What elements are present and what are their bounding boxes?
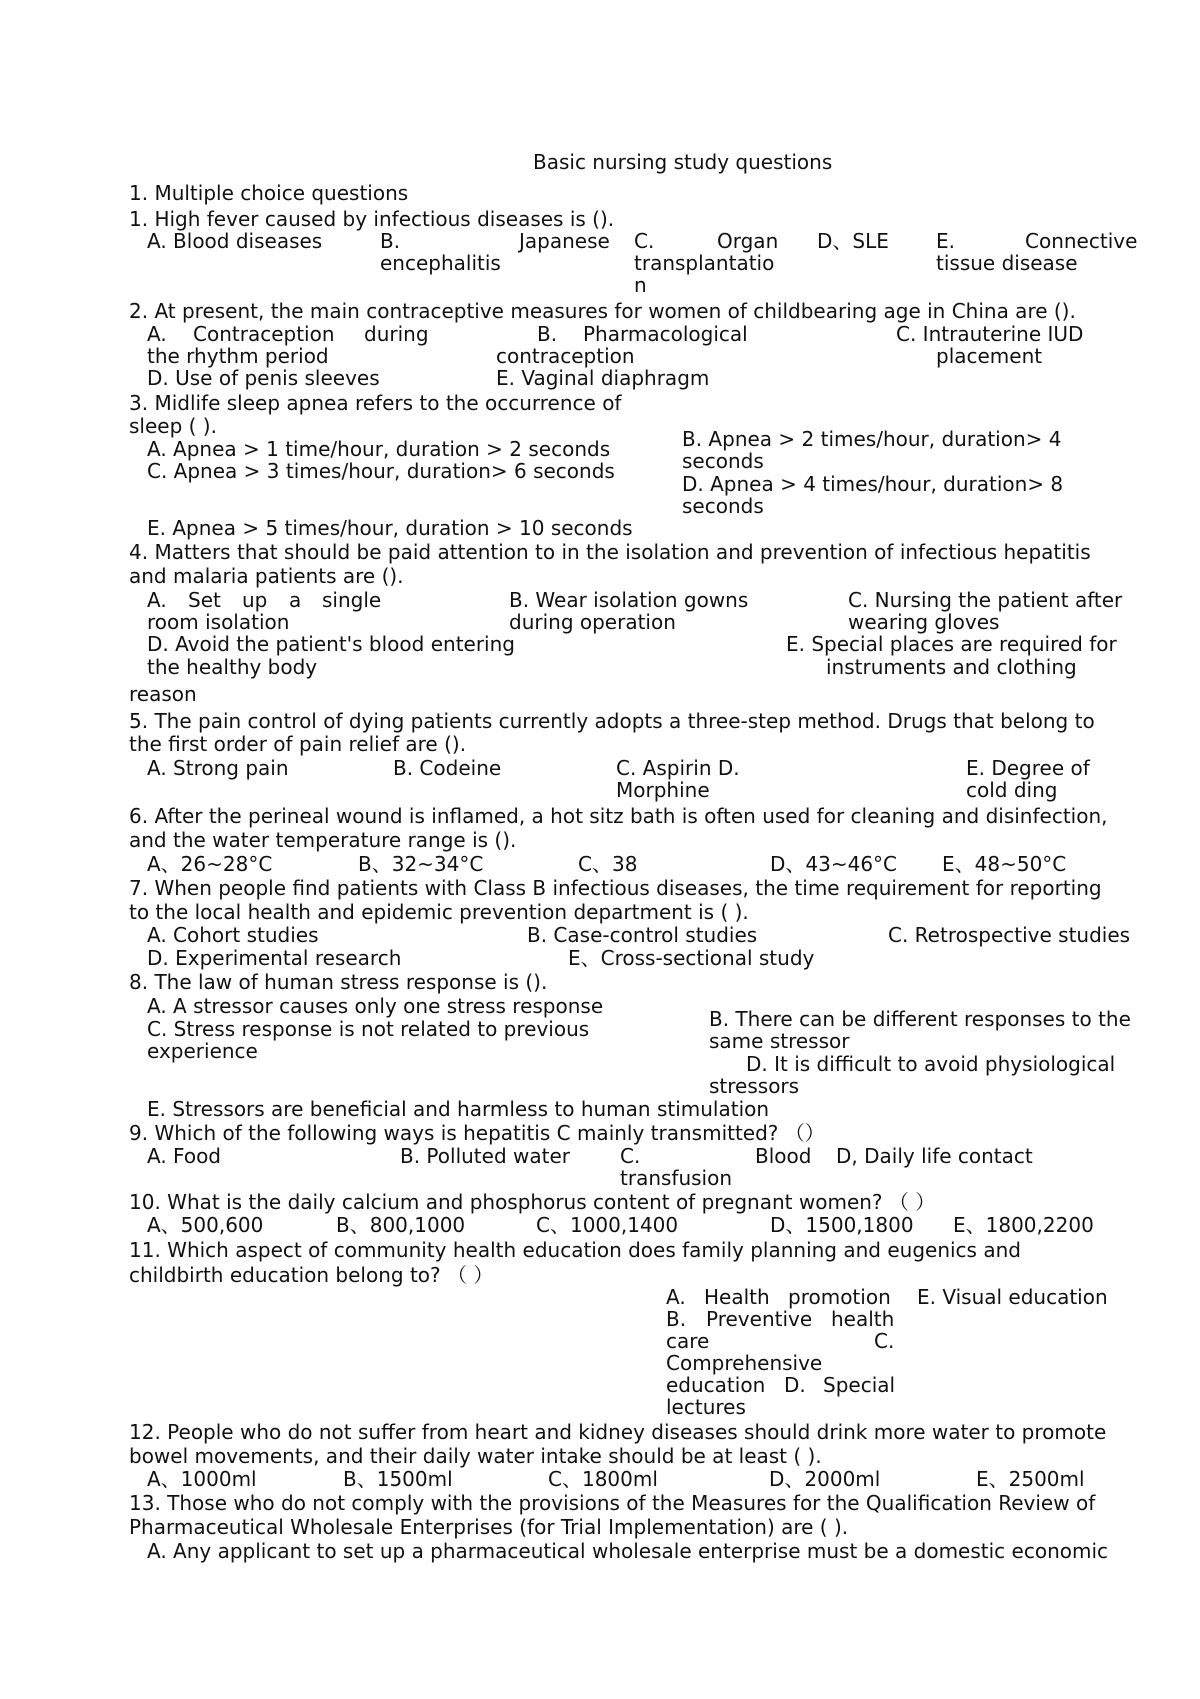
q11-line1-c: promotion: [788, 1285, 891, 1309]
q8-option-b-cont: same stressor: [709, 1029, 850, 1053]
q4-option-d-cont2: reason: [129, 682, 197, 706]
question-13-stem: 13. Those who do not comply with the provisions of the Measures for the Qualification Review of: [129, 1491, 1096, 1515]
q4-option-e-cont: instruments and clothing: [826, 655, 1077, 679]
q13-option-a: A. Any applicant to set up a pharmaceutical wholesale enterprise must be a domestic economic: [147, 1539, 1109, 1563]
q1-option-b-cont: encephalitis: [380, 251, 501, 275]
question-6-stem: 6. After the perineal wound is inflamed, a hot sitz bath is often used for cleaning and disinfection,: [129, 804, 1108, 828]
q9-option-c-word: Blood: [755, 1144, 812, 1168]
q4-option-e: E. Special places are required for: [786, 632, 1117, 656]
question-9-stem: 9. Which of the following ways is hepatitis C mainly transmitted? （）: [129, 1121, 825, 1145]
page-title: Basic nursing study questions: [533, 150, 833, 174]
q4-option-a-cont: room isolation: [147, 610, 290, 634]
q4-option-a-w4: single: [322, 588, 382, 612]
q10-option-d: D、1500,1800: [770, 1213, 914, 1237]
question-3-stem-cont: sleep ( ).: [129, 414, 217, 438]
q1-option-c-cont: transplantatio: [634, 251, 775, 275]
q11-line4: Comprehensive: [666, 1351, 823, 1375]
question-10-stem: 10. What is the daily calcium and phosphorus content of pregnant women? （ ）: [129, 1190, 936, 1214]
question-7-stem: 7. When people find patients with Class B infectious diseases, the time requirement for reporting: [129, 876, 1102, 900]
q1-option-e-cont: tissue disease: [936, 251, 1078, 275]
q7-option-a: A. Cohort studies: [147, 923, 319, 947]
q2-option-e: E. Vaginal diaphragm: [496, 366, 710, 390]
q10-option-c: C、1000,1400: [536, 1213, 679, 1237]
q11-line5-c: Special: [823, 1373, 896, 1397]
q7-option-b: B. Case-control studies: [527, 923, 758, 947]
q11-line1-a: A.: [666, 1285, 686, 1309]
q2-option-a-cont: the rhythm period: [147, 344, 329, 368]
question-2-stem: 2. At present, the main contraceptive measures for women of childbearing age in China are ().: [129, 299, 1076, 323]
question-8-stem: 8. The law of human stress response is ().: [129, 970, 548, 994]
q11-line2-c: health: [831, 1307, 895, 1331]
question-12-stem: 12. People who do not suffer from heart and kidney diseases should drink more water to promote: [129, 1420, 1107, 1444]
q1-option-c-cont2: n: [634, 273, 647, 297]
q11-line3-a: care: [666, 1329, 710, 1353]
q4-option-b-cont: during operation: [509, 610, 676, 634]
q9-option-a: A. Food: [147, 1144, 222, 1168]
q11-line2-a: B.: [666, 1307, 687, 1331]
q12-option-c: C、1800ml: [548, 1467, 658, 1491]
question-6-stem-cont: and the water temperature range is ().: [129, 828, 517, 852]
q4-option-d: D. Avoid the patient's blood entering: [147, 632, 515, 656]
q4-option-a-w2: up: [242, 588, 268, 612]
q5-option-c: C. Aspirin D.: [616, 756, 740, 780]
q1-option-c-prefix: C.: [634, 229, 655, 253]
q7-option-e: E、Cross-sectional study: [568, 946, 815, 970]
question-11-stem-cont: childbirth education belong to? （ ）: [129, 1263, 494, 1287]
q2-option-a-word2: during: [364, 322, 429, 346]
question-1-stem: 1. High fever caused by infectious diseases is ().: [129, 207, 615, 231]
q5-option-c-cont: Morphine: [616, 778, 710, 802]
question-11-stem: 11. Which aspect of community health education does family planning and eugenics and: [129, 1238, 1021, 1262]
q1-option-a: A. Blood diseases: [147, 229, 323, 253]
q11-line3-b: C.: [874, 1329, 895, 1353]
question-7-stem-cont: to the local health and epidemic prevention department is ( ).: [129, 900, 749, 924]
q8-option-b: B. There can be different responses to the: [709, 1007, 1131, 1031]
q8-option-a: A. A stressor causes only one stress response: [147, 994, 604, 1018]
q4-option-a-w3: a: [289, 588, 302, 612]
q4-option-b: B. Wear isolation gowns: [509, 588, 749, 612]
q6-option-c: C、38: [578, 852, 638, 876]
q1-option-e-prefix: E.: [936, 229, 955, 253]
q3-option-d: D. Apnea > 4 times/hour, duration> 8: [682, 472, 1064, 496]
question-5-stem: 5. The pain control of dying patients currently adopts a three-step method. Drugs that belong to: [129, 709, 1095, 733]
q12-option-d: D、2000ml: [769, 1467, 881, 1491]
section-heading: 1. Multiple choice questions: [129, 181, 409, 205]
question-12-stem-cont: bowel movements, and their daily water intake should be at least ( ).: [129, 1444, 822, 1468]
q9-option-b: B. Polluted water: [400, 1144, 570, 1168]
q3-option-d-cont: seconds: [682, 494, 764, 518]
q3-option-b: B. Apnea > 2 times/hour, duration> 4: [682, 427, 1062, 451]
q6-option-d: D、43~46°C: [770, 852, 898, 876]
q4-option-c-cont: wearing gloves: [848, 610, 1000, 634]
q2-option-b-prefix: B.: [537, 322, 558, 346]
q4-option-a-prefix: A.: [147, 588, 167, 612]
q11-line1-b: Health: [704, 1285, 770, 1309]
q9-option-d: D, Daily life contact: [836, 1144, 1033, 1168]
q6-option-b: B、32~34°C: [358, 852, 484, 876]
q2-option-b-word: Pharmacological: [583, 322, 748, 346]
q5-option-e-cont: cold ding: [966, 778, 1058, 802]
q8-option-c: C. Stress response is not related to previous: [147, 1017, 590, 1041]
q11-option-e: E. Visual education: [917, 1285, 1108, 1309]
q8-option-c-cont: experience: [147, 1039, 258, 1063]
q11-line2-b: Preventive: [706, 1307, 813, 1331]
q10-option-b: B、800,1000: [336, 1213, 466, 1237]
q7-option-d: D. Experimental research: [147, 946, 402, 970]
q3-option-e: E. Apnea > 5 times/hour, duration > 10 seconds: [147, 516, 633, 540]
q1-option-b-prefix: B.: [380, 229, 401, 253]
q9-option-c-prefix: C.: [620, 1144, 641, 1168]
q9-option-c-cont: transfusion: [620, 1166, 733, 1190]
q11-line5-a: education: [666, 1373, 766, 1397]
q8-option-d: D. It is difficult to avoid physiological: [746, 1052, 1116, 1076]
q1-option-d: D、SLE: [817, 229, 889, 253]
q3-option-a: A. Apnea > 1 time/hour, duration > 2 seconds: [147, 437, 611, 461]
q10-option-e: E、1800,2200: [953, 1213, 1094, 1237]
q6-option-a: A、26~28°C: [147, 852, 273, 876]
q10-option-a: A、500,600: [147, 1213, 264, 1237]
q5-option-b: B. Codeine: [393, 756, 502, 780]
q2-option-a-prefix: A.: [147, 322, 167, 346]
q3-option-c: C. Apnea > 3 times/hour, duration> 6 seconds: [147, 459, 615, 483]
q2-option-c: C. Intrauterine IUD: [896, 322, 1084, 346]
q2-option-a-word: Contraception: [193, 322, 335, 346]
q1-option-e-word: Connective: [1025, 229, 1138, 253]
q2-option-c-cont: placement: [936, 344, 1043, 368]
q12-option-b: B、1500ml: [343, 1467, 453, 1491]
q3-option-b-cont: seconds: [682, 449, 764, 473]
q2-option-d: D. Use of penis sleeves: [147, 366, 380, 390]
q5-option-e: E. Degree of: [966, 756, 1090, 780]
q12-option-e: E、2500ml: [976, 1467, 1085, 1491]
q11-line6: lectures: [666, 1395, 746, 1419]
q8-option-e: E. Stressors are beneficial and harmless to human stimulation: [147, 1097, 770, 1121]
question-3-stem: 3. Midlife sleep apnea refers to the occurrence of: [129, 391, 622, 415]
question-4-stem: 4. Matters that should be paid attention to in the isolation and prevention of infectious hepatitis: [129, 540, 1091, 564]
q4-option-a-w1: Set: [188, 588, 221, 612]
q11-line5-b: D.: [784, 1373, 806, 1397]
q4-option-c: C. Nursing the patient after: [848, 588, 1123, 612]
q6-option-e: E、48~50°C: [942, 852, 1067, 876]
q5-option-a: A. Strong pain: [147, 756, 289, 780]
q1-option-b-word: Japanese: [519, 229, 610, 253]
q12-option-a: A、1000ml: [147, 1467, 257, 1491]
question-13-stem-cont: Pharmaceutical Wholesale Enterprises (for Trial Implementation) are ( ).: [129, 1515, 849, 1539]
q2-option-b-cont: contraception: [496, 344, 635, 368]
q1-option-c-word: Organ: [717, 229, 779, 253]
question-4-stem-cont: and malaria patients are ().: [129, 564, 404, 588]
q4-option-d-cont: the healthy body: [147, 655, 318, 679]
question-5-stem-cont: the first order of pain relief are ().: [129, 732, 467, 756]
q8-option-d-cont: stressors: [709, 1074, 800, 1098]
q7-option-c: C. Retrospective studies: [888, 923, 1131, 947]
